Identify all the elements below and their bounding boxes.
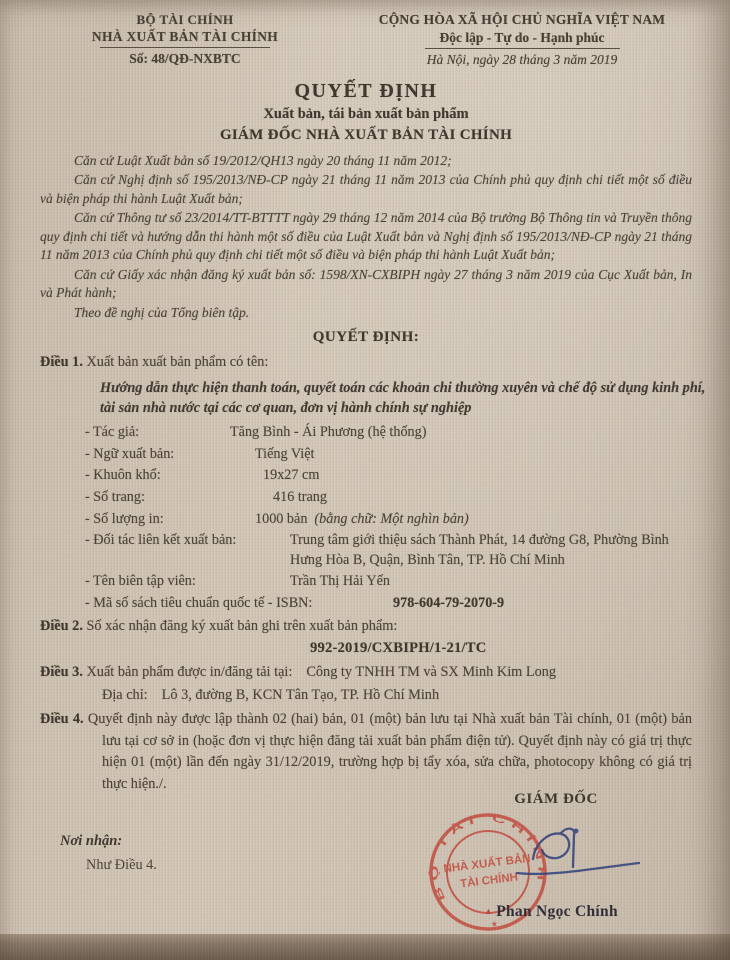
svg-text:BỘ TÀI CHÍNH [423,805,550,903]
detail-row-language [85,445,692,464]
detail-value: 416 trang [273,489,327,506]
signer-position-title: GIÁM ĐỐC [514,791,598,807]
stamp-center-line2: TÀI CHÍNH [459,871,519,891]
scan-edge-shadow [0,934,730,960]
signer-name: Phan Ngọc Chính [496,903,618,920]
article-1-label: Điều 1. [40,354,83,371]
detail-label: - Tác giả: [85,424,140,441]
issuing-agency-block [40,12,330,67]
article-3 [40,662,692,706]
book-title: Hướng dẫn thực hiện thanh toán, quyết toán các khoản chi thường xuyên và chế độ sử dụng kinh phí, tài sản nhà nước tại các cơ quan, đơn vị hành chính sự nghiệp [100,379,706,417]
detail-label: - Khuôn khổ: [85,467,161,484]
article-2-text: Số xác nhận đăng ký xuất bản ghi trên xuất bản phẩm: [86,617,398,634]
stamp-edge-mark: ▲ [484,906,494,916]
article-1-text: Xuất bản xuất bản phẩm có tên: [86,354,269,371]
official-red-stamp [423,805,653,955]
isbn-value: 978-604-79-2070-9 [393,594,505,611]
article-1-opening [40,352,692,372]
detail-row-print-run [85,510,692,529]
document-header [40,12,692,68]
detail-row-editor [85,572,692,591]
detail-label: - Tên biên tập viên: [85,573,196,590]
address-label: Địa chỉ: [102,686,148,703]
signer-name-line [484,903,618,921]
detail-row-format [85,466,692,485]
printer-name: Công ty TNHH TM và SX Minh Kim Long [306,663,557,680]
ink-signature [517,829,639,874]
article-1 [40,352,706,613]
legal-preamble [40,152,692,322]
article-4-label: Điều 4. [40,711,84,728]
preamble-paragraph: Theo đề nghị của Tổng biên tập. [74,304,250,320]
detail-value: 1000 bản [255,510,308,527]
detail-row-partner [85,531,692,569]
detail-value: 19x27 cm [263,467,320,484]
signature-section [0,783,730,935]
detail-value: Trần Thị Hải Yến [290,573,390,590]
issuer-title: GIÁM ĐỐC NHÀ XUẤT BẢN TÀI CHÍNH [219,127,513,143]
printer-address-line [102,685,692,705]
detail-label: - Số lượng in: [85,510,164,527]
article-2 [40,616,692,659]
article-3-label: Điều 3. [40,663,83,680]
header-left-underline [100,47,270,48]
preamble-paragraph: Căn cứ Giấy xác nhận đăng ký xuất bản số: 1598/XN-CXBIPH ngày 27 tháng 3 năm 2019 của Cục Xuất bản, In và Phát hành; [40,266,692,301]
stamp-ring-text: BỘ TÀI CHÍNH [428,811,548,903]
detail-value-note: (bằng chữ: Một nghìn bản) [314,510,469,527]
header-right-underline [425,48,620,49]
article-4-text: Quyết định này được lập thành 02 (hai) bản, 01 (một) bản lưu tại Nhà xuất bản Tài chính, 01 (một) bản lưu tại cơ sở in (hoặc đơn vị thực hiện đăng tải xuất bản phẩm điện tử). Quyết định này có giá trị thực hiện 01 (một) lần đến ngày 31/12/2019, trường hợp bị tẩy xóa, sửa chữa, photocopy không có giá trị thực hiện./. [87,711,692,792]
preamble-paragraph: Căn cứ Nghị định số 195/2013/NĐ-CP ngày 21 tháng 11 năm 2013 của Chính phủ quy định chi tiết một số điều và biện pháp thi hành Luật Xuất bản; [40,172,692,206]
article-2-label: Điều 2. [40,617,83,634]
article-3-opening [40,662,692,682]
document-number: Số: 48/QĐ-NXBTC [129,51,241,66]
document-title: QUYẾT ĐỊNH [294,80,438,102]
article-3-text: Xuất bản phẩm được in/đăng tải tại: [86,663,293,680]
document-subtitle: Xuất bản, tái bản xuất bản phẩm [263,106,469,122]
stamp-star-icon: ★ [490,919,499,930]
national-header-block [352,12,692,68]
preamble-paragraph: Căn cứ Luật Xuất bản số 19/2012/QH13 ngày 20 tháng 11 năm 2012; [74,153,452,168]
detail-value: Tăng Bình - Ái Phương (hệ thống) [230,424,427,441]
detail-row-pages [85,488,692,507]
detail-value: Trung tâm giới thiệu sách Thành Phát, 14 đường G8, Phường Bình Hưng Hòa B, Quận, Bình Tân, TP. Hồ Chí Minh [290,532,669,568]
recipients-value: Như Điều 4. [86,857,157,873]
national-motto: Độc lập - Tự do - Hạnh phúc [439,30,605,45]
detail-row-isbn [85,594,692,613]
place-dateline: Hà Nội, ngày 28 tháng 3 năm 2019 [426,52,618,67]
publisher-name: NHÀ XUẤT BẢN TÀI CHÍNH [91,29,279,44]
detail-row-author [85,423,692,442]
detail-label: - Ngữ xuất bản: [85,445,175,462]
national-title: CỘNG HÒA XÃ HỘI CHỦ NGHĨA VIỆT NAM [378,12,666,27]
publication-details-list [85,423,692,613]
ministry-name: BỘ TÀI CHÍNH [136,12,234,27]
detail-value: Tiếng Việt [255,445,315,462]
document-title-block [40,80,692,144]
detail-label: - Mã số sách tiêu chuẩn quốc tế - ISBN: [85,594,313,611]
article-2-opening [40,616,692,636]
decision-heading: QUYẾT ĐỊNH: [312,329,420,346]
registration-number: 992-2019/CXBIPH/1-21/TC [310,639,487,656]
address-value: Lô 3, đường B, KCN Tân Tạo, TP. Hồ Chí Minh [161,686,440,703]
detail-label: - Số trang: [85,489,145,506]
preamble-paragraph: Căn cứ Thông tư số 23/2014/TT-BTTTT ngày 29 tháng 12 năm 2014 của Bộ trưởng Bộ Thông tin và Truyền thông quy định chi tiết và hướng dẫn thi hành một số điều của Luật Xuất bản và Nghị định số 195/2013/NĐ-CP ngày 21 tháng 11 năm 2013 của Chính phủ quy định chi tiết một số điều và biện pháp thi hành Luật Xuất bản; [40,210,692,263]
detail-label: - Đối tác liên kết xuất bản: [85,532,237,549]
recipients-label: Nơi nhận: [60,833,123,849]
stamp-center-line1: NHÀ XUẤT BẢN [442,852,532,876]
